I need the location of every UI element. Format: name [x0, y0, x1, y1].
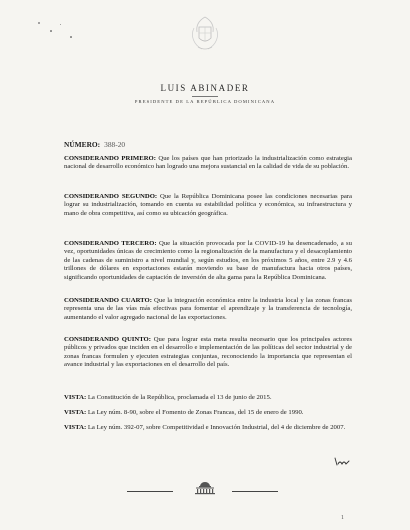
paragraph-label: CONSIDERANDO PRIMERO:: [64, 155, 156, 162]
national-palace-icon: [190, 481, 220, 495]
paragraph-text: Que la integración económica entre la industria local y las zonas francas representa una de las vías más efectivas para fomentar el aprendizaje y la transferencia de tecnología, aumentando el valor agregado nacional de las exportaciones.: [64, 297, 352, 321]
paragraph-text: La Constitución de la República, proclamada el 13 de junio de 2015.: [86, 394, 272, 401]
handwritten-initials-icon: [334, 456, 350, 466]
paragraph-label: VISTA:: [64, 424, 87, 431]
paragraph-text: Que la República Dominicana posee las condiciones necesarias para lograr su industrialización, tomando en cuenta su estabilidad política y económica, su infraestructura y mano de obra competitiva, así como su ubicación geográfica.: [64, 193, 353, 217]
paragraph-vista-ley-8-90: [64, 409, 352, 417]
decree-number-value: 388-20: [104, 140, 126, 149]
header-name: LUIS ABINADER: [160, 83, 250, 93]
paragraph-considerando-cuarto: [64, 297, 352, 322]
paragraph-considerando-quinto: [64, 336, 352, 370]
paragraph-label: CONSIDERANDO SEGUNDO:: [64, 193, 158, 200]
paragraph-vista-ley-392-07: [64, 424, 352, 432]
paragraph-label: VISTA:: [64, 394, 87, 401]
footer-divider-right: [232, 491, 278, 492]
paragraph-text: La Ley núm. 392-07, sobre Competitividad e Innovación Industrial, del 4 de diciembre de 2007.: [86, 424, 346, 431]
header-subtitle: PRESIDENTE DE LA REPÚBLICA DOMINICANA: [134, 99, 276, 104]
scan-speck: [50, 30, 52, 32]
paragraph-label: CONSIDERANDO CUARTO:: [64, 297, 152, 304]
paragraph-text: Que para lograr esta meta resulta necesario que los principales actores públicos y privados que inciden en el desarrollo e implementación de las políticas del sector industrial y de zonas francas formulen y ejecuten estrategias conjuntas, reconociendo la importancia que representan el avance industrial y las exportaciones en el desarrollo del país.: [64, 336, 352, 369]
scan-speck: [38, 22, 40, 24]
paragraph-considerando-segundo: [64, 193, 352, 218]
page-number: 1: [341, 515, 344, 521]
decree-number: [64, 140, 125, 149]
paragraph-vista-constitucion: [64, 394, 352, 402]
paragraph-label: CONSIDERANDO TERCERO:: [64, 240, 157, 247]
header-divider: [192, 96, 218, 97]
paragraph-label: CONSIDERANDO QUINTO:: [64, 336, 151, 343]
paragraph-considerando-tercero: [64, 240, 352, 282]
paragraph-considerando-primero: [64, 155, 352, 172]
decree-number-label: NÚMERO:: [64, 140, 101, 149]
paragraph-label: VISTA:: [64, 409, 87, 416]
scan-speck: [70, 36, 72, 38]
coat-of-arms-icon: [185, 14, 225, 54]
scan-speck: [60, 24, 61, 25]
paragraph-text: Que la situación provocada por la COVID-19 ha desencadenado, a su vez, oportunidades únicas de crecimiento como la regionalización de la manufactura y el desacoplamiento de las cadenas de suministro a nivel mundial y, según estudios, en los próximos 5 años, entre 2.9 y 4.6 trillones de dólares en exportaciones estarán moviendo su base de manufactura hacia otros países, significando oportunidades de captación de inversión de alta gama para la República Dominicana.: [64, 240, 352, 281]
footer-divider-left: [127, 491, 173, 492]
paragraph-text: Que los países que han priorizado la industrialización como estrategia nacional de desarrollo económico han logrado una mejora sustancial en la calidad de vida de su población.: [64, 155, 352, 171]
paragraph-text: La Ley núm. 8-90, sobre el Fomento de Zonas Francas, del 15 de enero de 1990.: [86, 409, 304, 416]
